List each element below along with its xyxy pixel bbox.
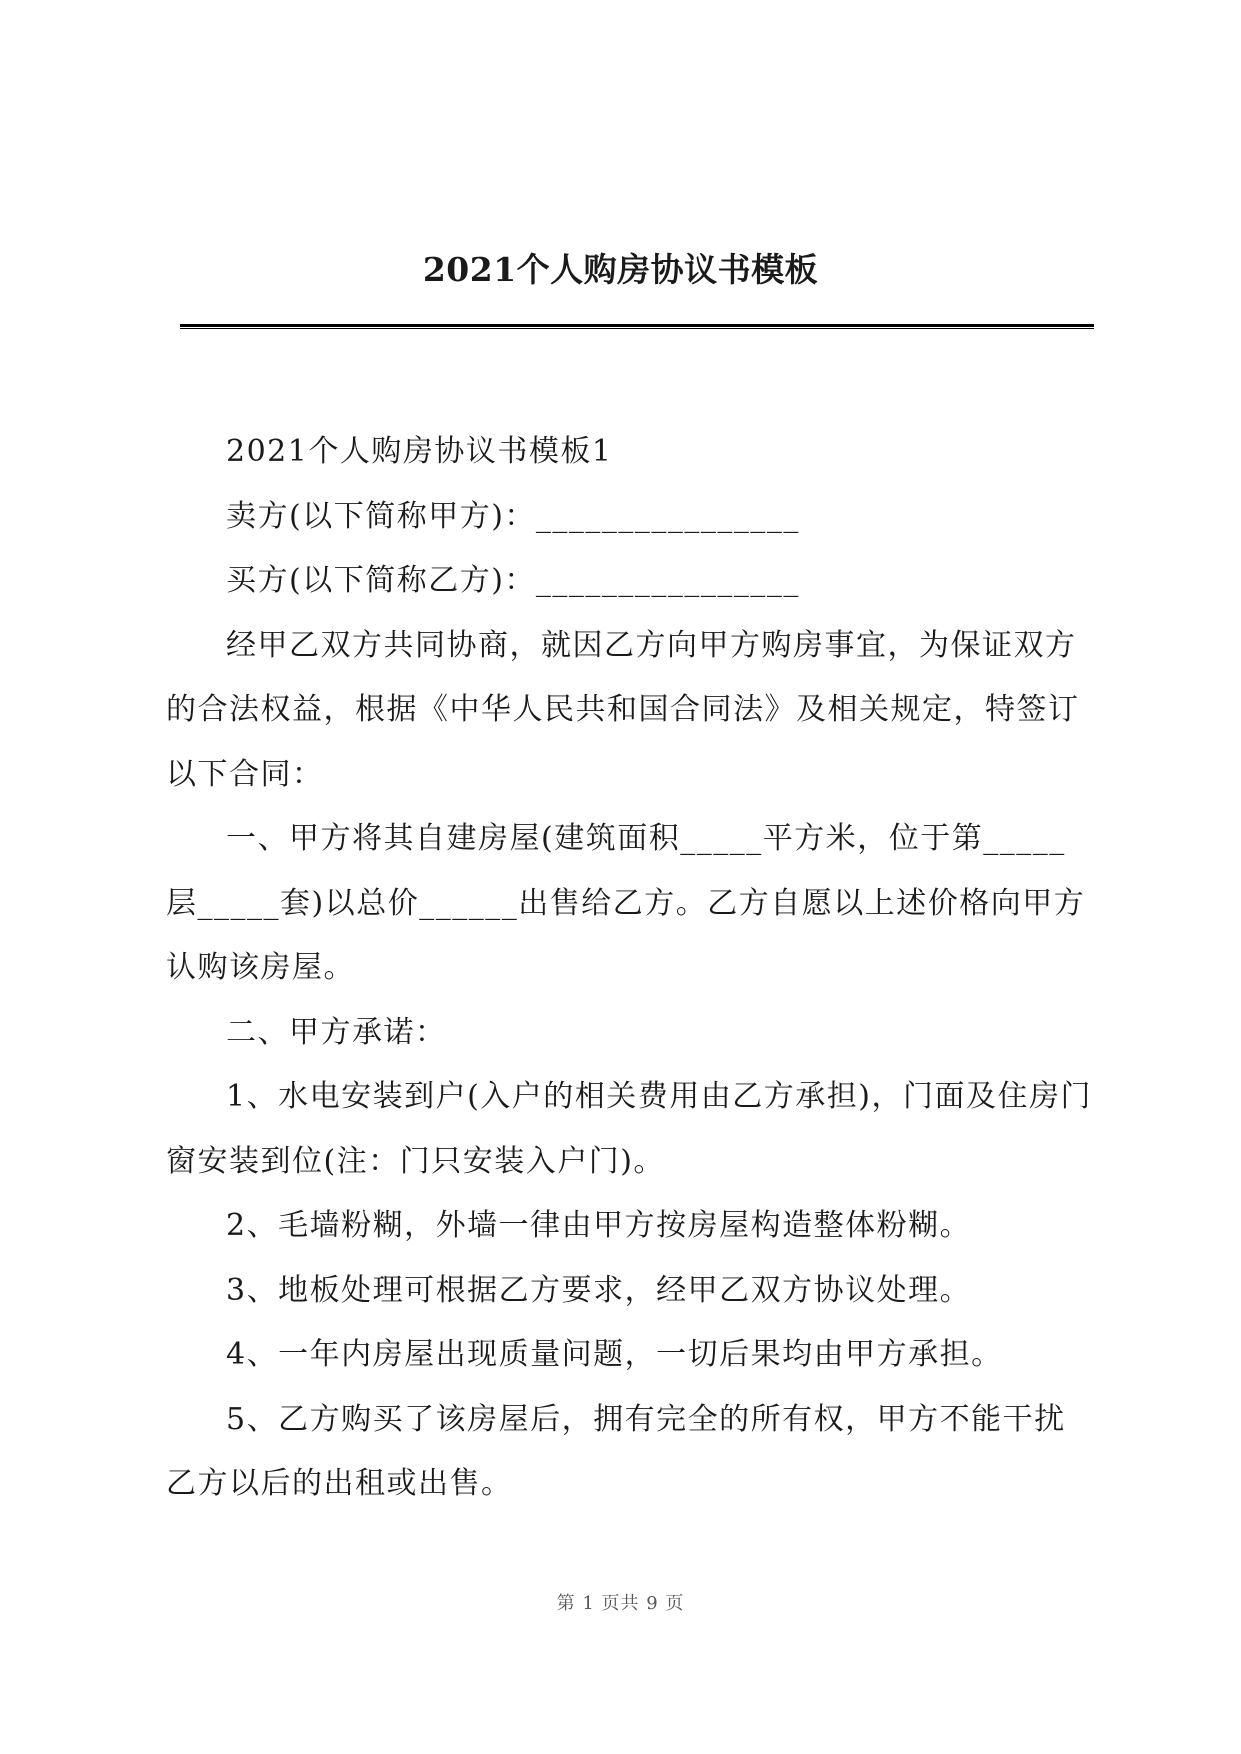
seller-line: 卖方(以下简称甲方)：________________ bbox=[226, 498, 800, 534]
promise-item-5: 5、乙方购买了该房屋后，拥有完全的所有权，甲方不能干扰乙方以后的出租或出售。 bbox=[166, 1401, 1066, 1501]
preamble-paragraph: 经甲乙双方共同协商，就因乙方向甲方购房事宜，为保证双方的合法权益，根据《中华人民共和国合同法》及相关规定，特签订以下合同： bbox=[166, 627, 1080, 792]
clause-one: 一、甲方将其自建房屋(建筑面积_____平方米，位于第_____层_____套)以总价______出售给乙方。乙方自愿以上述价格向甲方认购该房屋。 bbox=[166, 821, 1086, 985]
promise-item-3: 3、地板处理可根据乙方要求，经甲乙双方协议处理。 bbox=[226, 1272, 972, 1308]
title-divider bbox=[180, 324, 1094, 329]
promise-item-1: 1、水电安装到户(入户的相关费用由乙方承担)，门面及住房门窗安装到位(注：门只安装入户门)。 bbox=[166, 1079, 1092, 1179]
page-number: 第 1 页共 9 页 bbox=[556, 1593, 685, 1614]
section-heading: 2021个人购房协议书模板1 bbox=[226, 434, 613, 469]
page-title: 2021个人购房协议书模板 bbox=[422, 250, 819, 289]
page-footer bbox=[0, 1589, 1241, 1615]
promise-item-2: 2、毛墙粉糊，外墙一律由甲方按房屋构造整体粉糊。 bbox=[226, 1208, 972, 1243]
document-body bbox=[166, 420, 1092, 1517]
clause-two-heading: 二、甲方承诺： bbox=[226, 1014, 447, 1050]
promise-item-4: 4、一年内房屋出现质量问题，一切后果均由甲方承担。 bbox=[226, 1337, 1003, 1372]
buyer-line: 买方(以下简称乙方)：________________ bbox=[226, 563, 800, 598]
